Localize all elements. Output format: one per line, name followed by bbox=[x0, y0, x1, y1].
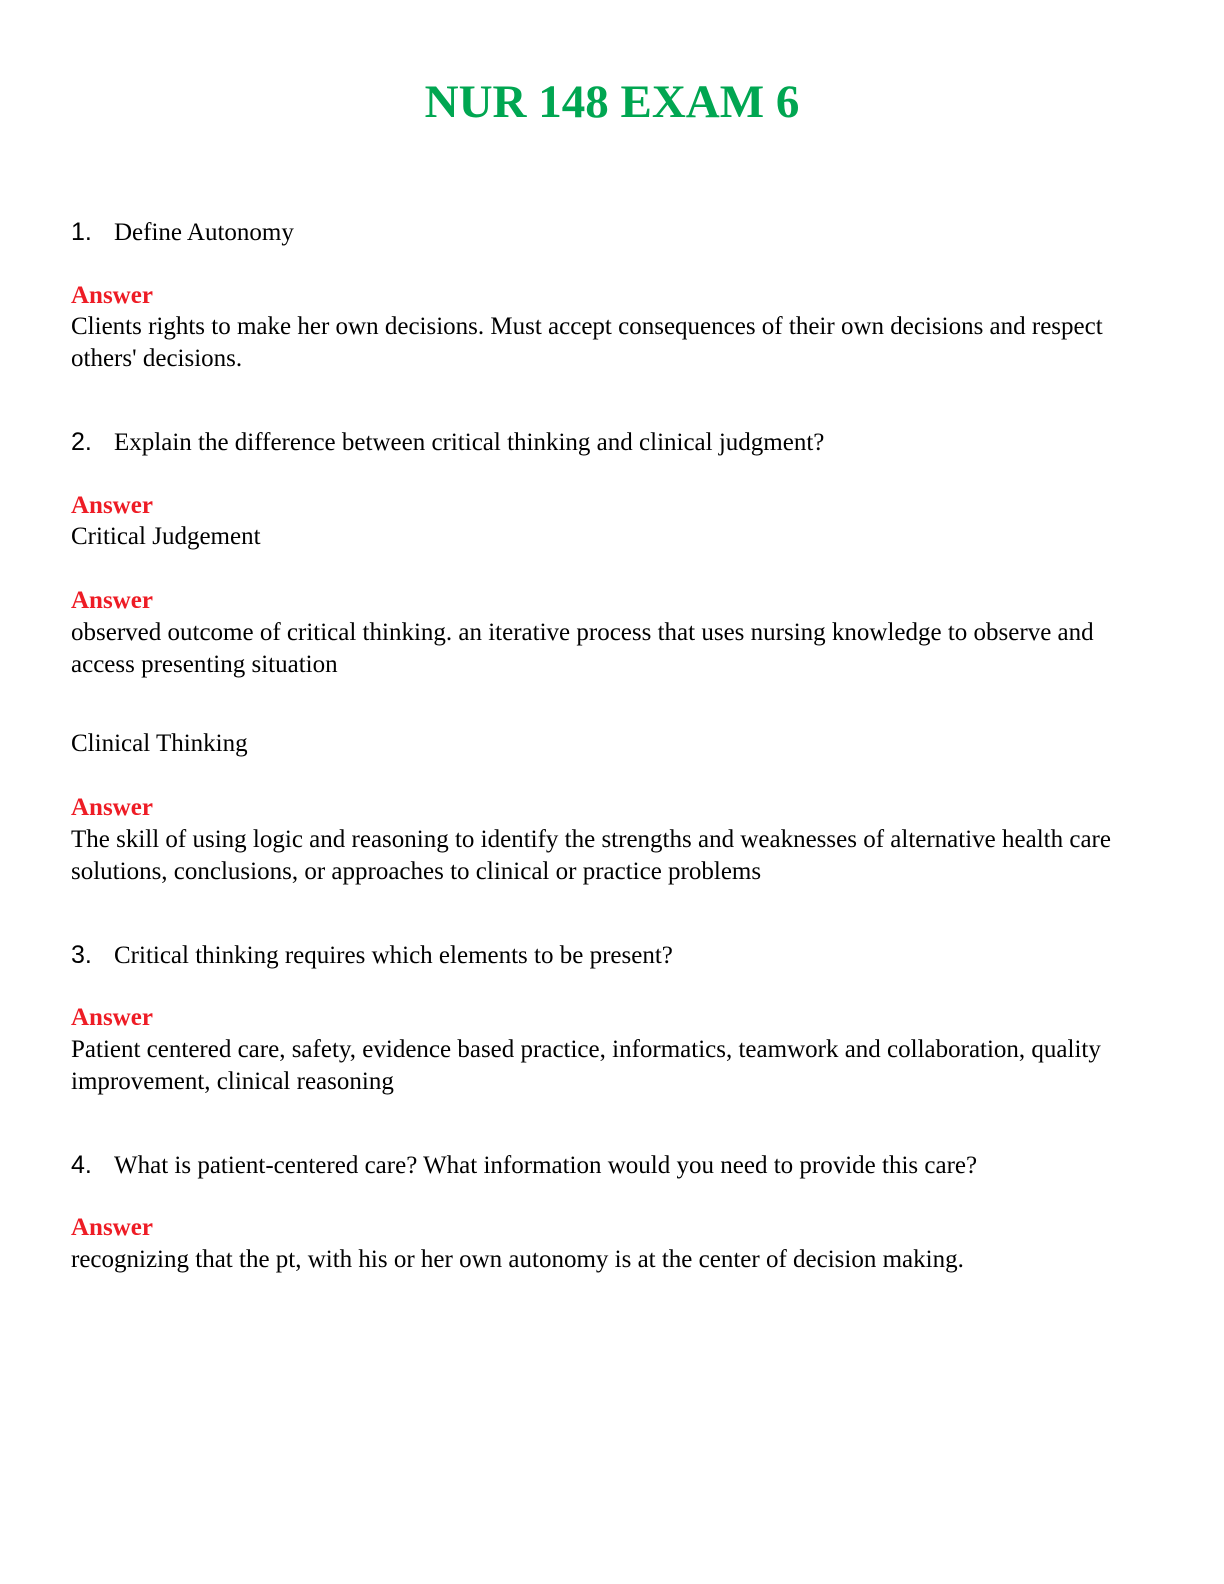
question-text: Explain the difference between critical thinking and clinical judgment? bbox=[114, 429, 825, 456]
answer-label: Answer bbox=[71, 587, 153, 614]
question-text: What is patient-centered care? What information would you need to provide this care? bbox=[114, 1152, 978, 1179]
question-text: Define Autonomy bbox=[114, 219, 294, 246]
question-number: 4. bbox=[71, 1151, 92, 1179]
question-number: 1. bbox=[71, 218, 92, 246]
answer-text: Clients rights to make her own decisions. Must accept consequences of their own decisions and respect others' decisions. bbox=[71, 313, 1103, 372]
answer-label: Answer bbox=[71, 1214, 153, 1241]
question-4 bbox=[71, 1149, 977, 1182]
answer-text: Critical Judgement bbox=[71, 523, 261, 550]
answer-label: Answer bbox=[71, 492, 153, 519]
answer-label: Answer bbox=[71, 794, 153, 821]
question-number: 2. bbox=[71, 428, 92, 456]
question-3 bbox=[71, 939, 673, 972]
subheading: Clinical Thinking bbox=[71, 730, 248, 757]
answer-text: The skill of using logic and reasoning to identify the strengths and weaknesses of alternative health care solutions, conclusions, or approaches to clinical or practice problems bbox=[71, 826, 1111, 885]
question-1 bbox=[71, 216, 294, 249]
answer-text: recognizing that the pt, with his or her own autonomy is at the center of decision making. bbox=[71, 1246, 964, 1273]
question-2 bbox=[71, 426, 824, 459]
answer-label: Answer bbox=[71, 1004, 153, 1031]
answer-text: Patient centered care, safety, evidence based practice, informatics, teamwork and collaboration, quality improvement, clinical reasoning bbox=[71, 1036, 1101, 1095]
page-title: NUR 148 EXAM 6 bbox=[424, 76, 800, 128]
question-text: Critical thinking requires which elements to be present? bbox=[114, 942, 673, 969]
answer-text: observed outcome of critical thinking. an iterative process that uses nursing knowledge to observe and access presenting situation bbox=[71, 619, 1094, 678]
question-number: 3. bbox=[71, 941, 92, 969]
answer-label: Answer bbox=[71, 282, 153, 309]
